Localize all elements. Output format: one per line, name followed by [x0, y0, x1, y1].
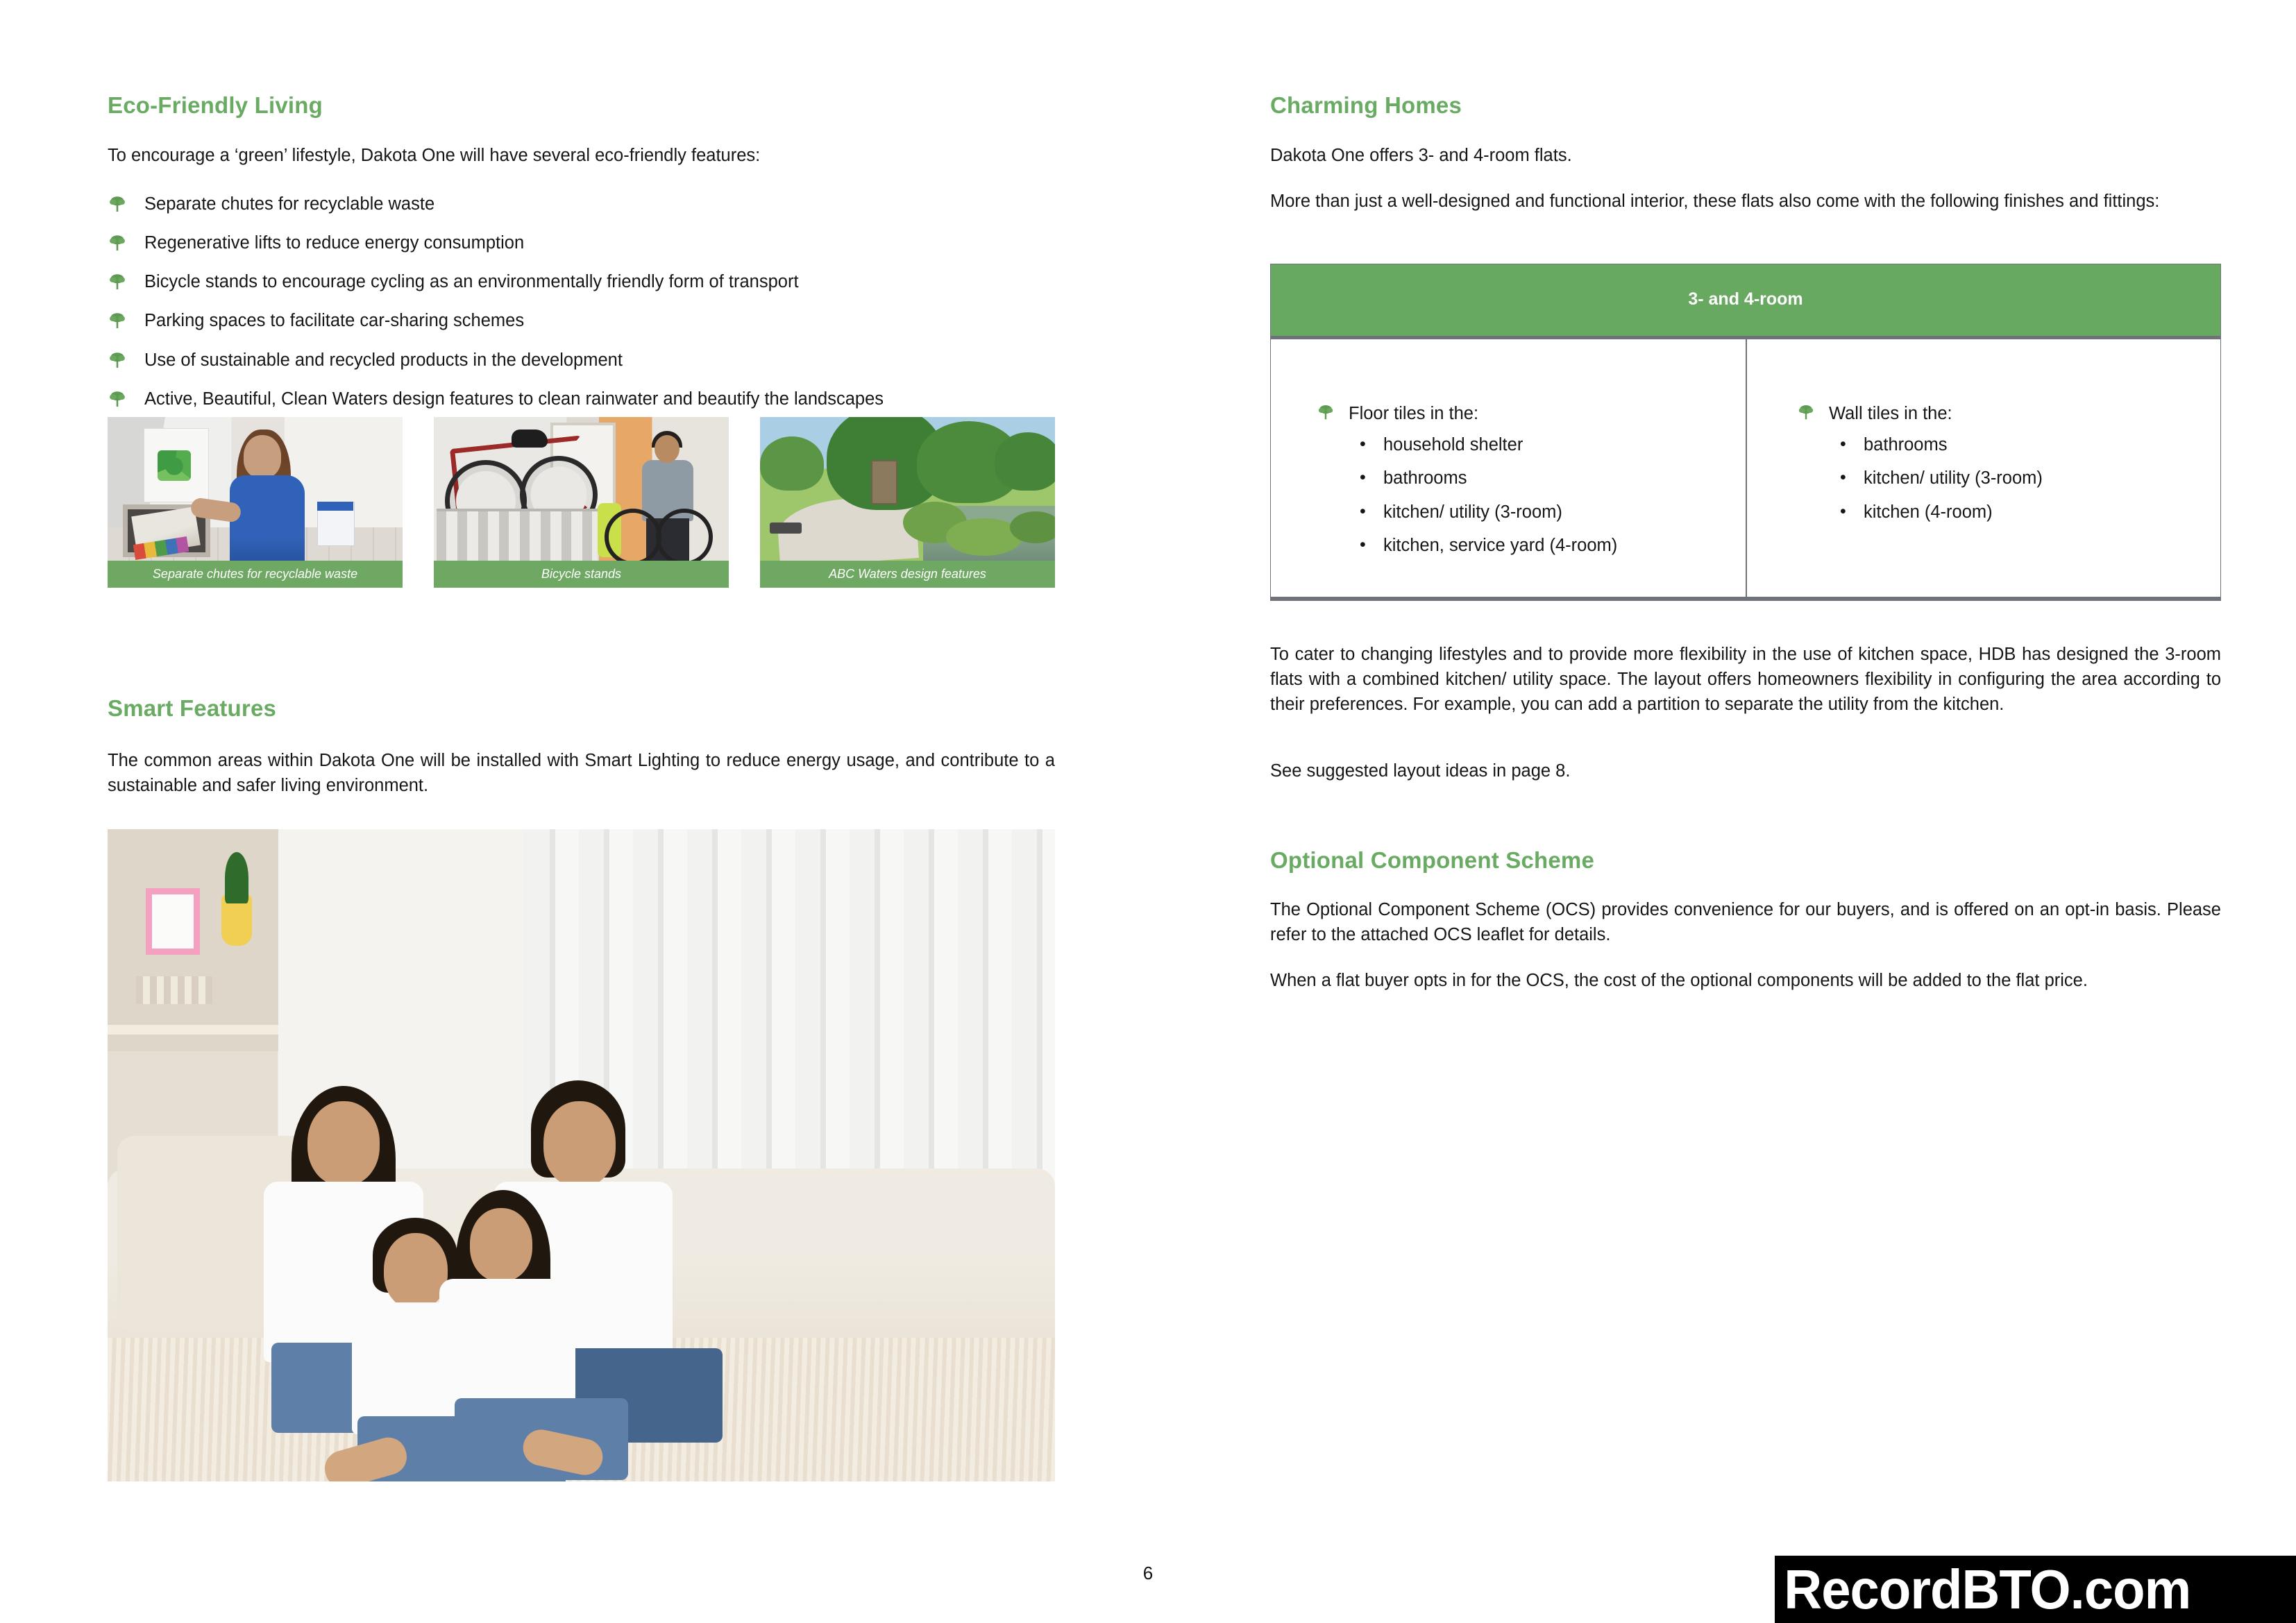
photo-separate-chutes: [108, 417, 403, 561]
page-number: 6: [1142, 1563, 1154, 1583]
recycle-symbol-icon: [158, 450, 191, 481]
list-item-label: Active, Beautiful, Clean Waters design features to clean rainwater and beautify the landscapes: [144, 389, 884, 409]
ocs-paragraph-1: The Optional Component Scheme (OCS) provides convenience for our buyers, and is offered on an opt-in basis. Please refer to the attached OCS leaflet for details.: [1270, 900, 2221, 945]
photo-abc-waters: [760, 417, 1055, 561]
charming-homes-paragraph-1: Dakota One offers 3- and 4-room flats.: [1270, 146, 1572, 165]
list-item-label: Separate chutes for recyclable waste: [144, 194, 435, 214]
list-item-label: Regenerative lifts to reduce energy consumption: [144, 233, 525, 253]
list-item: • household shelter: [1383, 434, 1728, 457]
floor-tiles-list: [1317, 434, 1728, 557]
layout-ideas-paragraph: See suggested layout ideas in page 8.: [1270, 761, 1571, 781]
tree-bullet-icon: [108, 272, 127, 291]
list-item: • kitchen/ utility (3-room): [1864, 468, 2202, 490]
list-item: [108, 388, 1055, 411]
finishes-and-fittings-table: [1270, 264, 2221, 601]
tree-bullet-icon: [108, 350, 127, 370]
tree-bullet-icon: [1797, 403, 1815, 421]
tree-bullet-icon: [108, 233, 127, 253]
tree-bullet-icon: [108, 389, 127, 409]
charming-homes-heading: Charming Homes: [1270, 92, 1462, 118]
smart-features-photo: [108, 829, 1055, 1481]
table-cell-wall-tiles: [1746, 339, 2220, 597]
charming-homes-paragraph-2: More than just a well-designed and functional interior, these flats also come with the following finishes and fittings:: [1270, 192, 2160, 211]
list-item: [108, 349, 1055, 372]
photo-caption: Bicycle stands: [434, 561, 729, 588]
list-item: [108, 232, 1055, 255]
list-item: • kitchen/ utility (3-room): [1383, 502, 1728, 524]
floor-tiles-lead: [1317, 403, 1728, 425]
list-item: • bathrooms: [1864, 434, 2202, 457]
tree-bullet-icon: [108, 194, 127, 214]
eco-intro-paragraph: To encourage a ‘green’ lifestyle, Dakota One will have several eco-friendly features:: [108, 146, 761, 165]
tree-bullet-icon: [1317, 403, 1335, 421]
smart-features-heading: Smart Features: [108, 695, 277, 721]
photo-card-bicycle-stands: [434, 417, 729, 588]
ocs-paragraph-2: When a flat buyer opts in for the OCS, the cost of the optional components will be added to the flat price.: [1270, 971, 2088, 990]
photo-card-abc-waters: [760, 417, 1055, 588]
table-cell-floor-tiles: [1271, 339, 1746, 597]
wall-tiles-list: [1797, 434, 2202, 524]
table-header-3-and-4-room: 3- and 4-room: [1271, 264, 2220, 339]
smart-features-paragraph: The common areas within Dakota One will be installed with Smart Lighting to reduce energy usage, and contribute to a sustainable and safer living environment.: [108, 751, 1055, 796]
eco-photo-strip: [108, 417, 1055, 588]
eco-features-list: [108, 193, 1055, 427]
list-item: • kitchen (4-room): [1864, 502, 2202, 524]
photo-caption: ABC Waters design features: [760, 561, 1055, 588]
photo-bicycle-stands: [434, 417, 729, 561]
wall-tiles-lead: [1797, 403, 2202, 425]
list-item-label: Use of sustainable and recycled products in the development: [144, 350, 623, 370]
wall-tiles-label: Wall tiles in the:: [1829, 404, 1952, 423]
list-item-label: Bicycle stands to encourage cycling as an environmentally friendly form of transport: [144, 272, 799, 292]
list-item: • bathrooms: [1383, 468, 1728, 490]
list-item: • kitchen, service yard (4-room): [1383, 535, 1728, 557]
watermark-label: RecordBTO.com: [1784, 1558, 2191, 1620]
list-item: [108, 271, 1055, 294]
floor-tiles-label: Floor tiles in the:: [1349, 404, 1479, 423]
eco-friendly-living-heading: Eco-Friendly Living: [108, 92, 323, 118]
tree-bullet-icon: [108, 311, 127, 330]
photo-caption: Separate chutes for recyclable waste: [108, 561, 403, 588]
list-item-label: Parking spaces to facilitate car-sharing schemes: [144, 311, 525, 331]
photo-card-separate-chutes: [108, 417, 403, 588]
kitchen-flexibility-paragraph: To cater to changing lifestyles and to provide more flexibility in the use of kitchen space, HDB has designed the 3-room flats with a combined kitchen/ utility space. The layout offers homeowners flexibility in configuring the area according to their preferences. For example, you can add a partition to separate the utility from the kitchen.: [1270, 645, 2221, 715]
optional-component-scheme-heading: Optional Component Scheme: [1270, 847, 1595, 873]
list-item: [108, 309, 1055, 332]
list-item: [108, 193, 1055, 216]
table-body: [1271, 339, 2220, 597]
recordbto-watermark: [1775, 1556, 2296, 1623]
